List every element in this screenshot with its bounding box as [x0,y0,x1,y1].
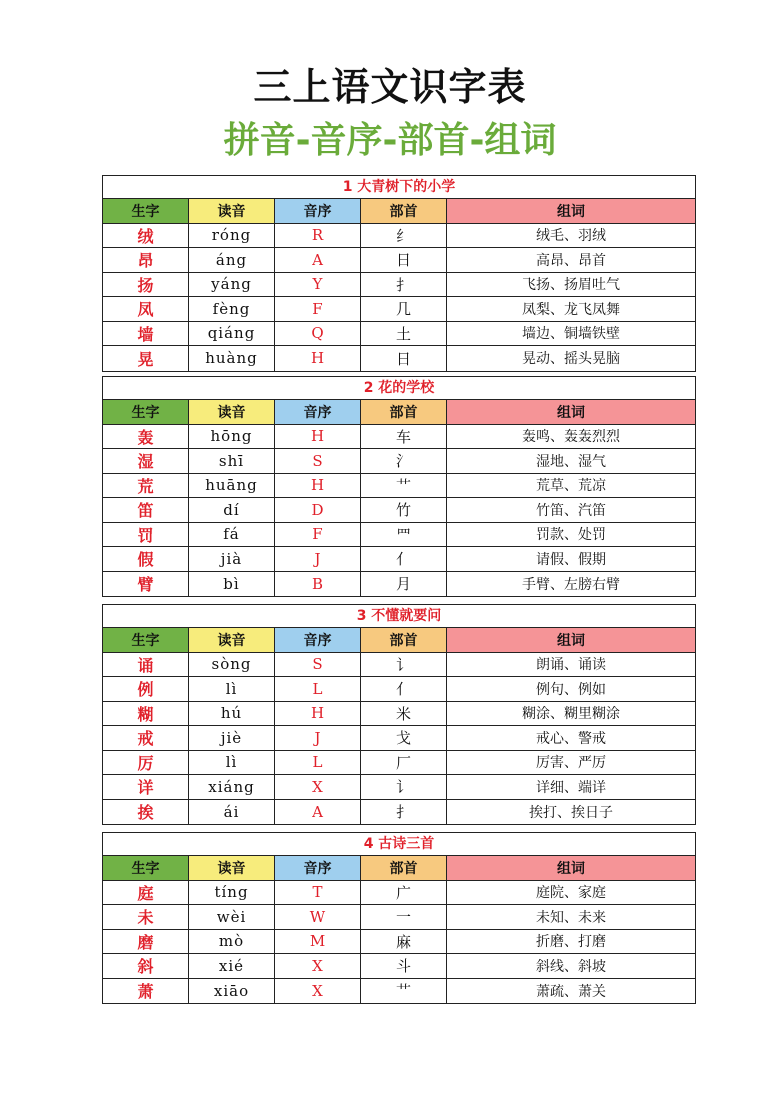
initial-letter-cell: W [275,905,361,929]
words-cell: 绒毛、羽绒 [536,228,606,245]
words-cell: 竹笛、汽笛 [536,502,606,519]
character-cell: 墙 [103,322,189,346]
words-cell: 厉害、严厉 [536,755,606,772]
section-title: 4 古诗三首 [103,833,695,856]
pinyin-cell: lì [189,751,275,775]
radical-cell: 艹 [361,474,447,498]
section-title: 1 大青树下的小学 [103,176,695,199]
character-cell: 晃 [103,346,189,371]
radical-cell: 亻 [361,677,447,701]
pinyin-cell: huàng [189,346,275,371]
initial-letter-cell: L [275,677,361,701]
character-cell: 未 [103,905,189,929]
initial-letter-cell: F [275,297,361,321]
pinyin-cell: lì [189,677,275,701]
pinyin-cell: bì [189,572,275,597]
radical-cell: 米 [361,702,447,726]
column-header: 生字 [103,856,189,880]
pinyin-cell: qiáng [189,322,275,346]
initial-letter-cell: Q [275,322,361,346]
table-row [103,474,695,499]
radical-cell: 厂 [361,751,447,775]
table-row [103,224,695,249]
words-cell: 手臂、左膀右臂 [522,576,620,593]
character-cell: 磨 [103,930,189,954]
words-cell: 折磨、打磨 [536,934,606,951]
radical-cell: 土 [361,322,447,346]
words-cell: 轰鸣、轰轰烈烈 [522,429,620,446]
pinyin-cell: ái [189,800,275,825]
initial-letter-cell: X [275,775,361,799]
table-header-row [103,856,695,881]
column-header: 组词 [447,856,695,880]
table-row [103,449,695,474]
character-cell: 昂 [103,248,189,272]
initial-letter-cell: J [275,547,361,571]
radical-cell: 麻 [361,930,447,954]
character-cell: 轰 [103,425,189,449]
radical-cell: 斗 [361,954,447,978]
table-header-row [103,628,695,653]
initial-letter-cell: H [275,474,361,498]
column-header: 部首 [361,400,447,424]
column-header: 读音 [189,628,275,652]
pinyin-cell: xié [189,954,275,978]
table-row [103,498,695,523]
table-row [103,547,695,572]
character-cell: 荒 [103,474,189,498]
words-cell: 斜线、斜坡 [536,958,606,975]
words-cell: 未知、未来 [536,909,606,926]
table-row [103,322,695,347]
initial-letter-cell: X [275,954,361,978]
character-cell: 诵 [103,653,189,677]
words-cell: 湿地、湿气 [536,453,606,470]
radical-cell: 戈 [361,726,447,750]
pinyin-cell: áng [189,248,275,272]
table-row [103,677,695,702]
radical-cell: 艹 [361,979,447,1004]
radical-cell: 日 [361,346,447,371]
radical-cell: 亻 [361,547,447,571]
table-row [103,905,695,930]
column-header: 读音 [189,856,275,880]
pinyin-cell: tíng [189,881,275,905]
column-header: 部首 [361,856,447,880]
column-header: 音序 [275,199,361,223]
character-cell: 挨 [103,800,189,825]
radical-cell: 扌 [361,800,447,825]
section-title: 2 花的学校 [103,377,695,400]
table-row [103,297,695,322]
table-row [103,751,695,776]
words-cell: 高昂、昂首 [536,252,606,269]
words-cell: 荒草、荒凉 [536,478,606,495]
table-row [103,930,695,955]
pinyin-cell: fá [189,523,275,547]
table-row [103,248,695,273]
words-cell: 挨打、挨日子 [529,804,613,821]
character-cell: 厉 [103,751,189,775]
words-cell: 例句、例如 [536,681,606,698]
words-cell: 罚款、处罚 [536,527,606,544]
character-cell: 糊 [103,702,189,726]
radical-cell: 广 [361,881,447,905]
pinyin-cell: xiáng [189,775,275,799]
character-cell: 绒 [103,224,189,248]
initial-letter-cell: J [275,726,361,750]
words-cell: 庭院、家庭 [536,885,606,902]
column-header: 组词 [447,199,695,223]
column-header: 组词 [447,628,695,652]
lesson-section [102,604,696,825]
table-row [103,881,695,906]
initial-letter-cell: L [275,751,361,775]
pinyin-cell: hōng [189,425,275,449]
table-row [103,523,695,548]
column-header: 生字 [103,400,189,424]
pinyin-cell: róng [189,224,275,248]
words-cell: 晃动、摇头晃脑 [522,351,620,368]
column-header: 生字 [103,199,189,223]
page-title: 三上语文识字表 [253,65,527,109]
initial-letter-cell: X [275,979,361,1004]
character-cell: 臂 [103,572,189,597]
pinyin-cell: mò [189,930,275,954]
table-row [103,425,695,450]
pinyin-cell: dí [189,498,275,522]
words-cell: 萧疏、萧关 [536,983,606,1000]
words-cell: 飞扬、扬眉吐气 [522,277,620,294]
column-header: 读音 [189,400,275,424]
initial-letter-cell: A [275,800,361,825]
initial-letter-cell: H [275,346,361,371]
words-cell: 墙边、铜墙铁壁 [522,326,620,343]
pinyin-cell: yáng [189,273,275,297]
character-cell: 戒 [103,726,189,750]
radical-cell: 一 [361,905,447,929]
words-cell: 凤梨、龙飞凤舞 [522,301,620,318]
table-row [103,572,695,597]
radical-cell: 日 [361,248,447,272]
radical-cell: 扌 [361,273,447,297]
initial-letter-cell: R [275,224,361,248]
table-header-row [103,400,695,425]
radical-cell: 讠 [361,653,447,677]
column-header: 生字 [103,628,189,652]
initial-letter-cell: Y [275,273,361,297]
table-header-row [103,199,695,224]
radical-cell: 月 [361,572,447,597]
table-row [103,775,695,800]
pinyin-cell: xiāo [189,979,275,1004]
pinyin-cell: shī [189,449,275,473]
column-header: 部首 [361,199,447,223]
character-cell: 凤 [103,297,189,321]
words-cell: 请假、假期 [536,551,606,568]
character-cell: 假 [103,547,189,571]
table-row [103,273,695,298]
initial-letter-cell: H [275,425,361,449]
radical-cell: 纟 [361,224,447,248]
lesson-section [102,832,696,1004]
radical-cell: 讠 [361,775,447,799]
page-subtitle: 拼音-音序-部首-组词 [223,120,557,161]
initial-letter-cell: S [275,653,361,677]
initial-letter-cell: D [275,498,361,522]
table-row [103,653,695,678]
character-cell: 萧 [103,979,189,1004]
pinyin-cell: fèng [189,297,275,321]
column-header: 音序 [275,400,361,424]
column-header: 读音 [189,199,275,223]
column-header: 组词 [447,400,695,424]
section-title: 3 不懂就要问 [103,605,695,628]
initial-letter-cell: H [275,702,361,726]
radical-cell: 氵 [361,449,447,473]
table-row [103,726,695,751]
pinyin-cell: hú [189,702,275,726]
radical-cell: 几 [361,297,447,321]
pinyin-cell: huāng [189,474,275,498]
table-row [103,979,695,1004]
radical-cell: 车 [361,425,447,449]
column-header: 部首 [361,628,447,652]
words-cell: 朗诵、诵读 [536,657,606,674]
words-cell: 详细、端详 [536,779,606,796]
pinyin-cell: jià [189,547,275,571]
character-cell: 扬 [103,273,189,297]
initial-letter-cell: F [275,523,361,547]
radical-cell: 竹 [361,498,447,522]
initial-letter-cell: M [275,930,361,954]
character-cell: 庭 [103,881,189,905]
initial-letter-cell: T [275,881,361,905]
initial-letter-cell: A [275,248,361,272]
column-header: 音序 [275,628,361,652]
words-cell: 戒心、警戒 [536,730,606,747]
radical-cell: 罒 [361,523,447,547]
character-cell: 笛 [103,498,189,522]
lesson-section [102,376,696,597]
character-cell: 例 [103,677,189,701]
column-header: 音序 [275,856,361,880]
table-row [103,954,695,979]
table-row [103,346,695,371]
pinyin-cell: sòng [189,653,275,677]
pinyin-cell: wèi [189,905,275,929]
lesson-section [102,175,696,372]
character-cell: 湿 [103,449,189,473]
character-cell: 罚 [103,523,189,547]
initial-letter-cell: S [275,449,361,473]
character-cell: 斜 [103,954,189,978]
table-row [103,702,695,727]
initial-letter-cell: B [275,572,361,597]
words-cell: 糊涂、糊里糊涂 [522,706,620,723]
pinyin-cell: jiè [189,726,275,750]
table-row [103,800,695,825]
character-cell: 详 [103,775,189,799]
